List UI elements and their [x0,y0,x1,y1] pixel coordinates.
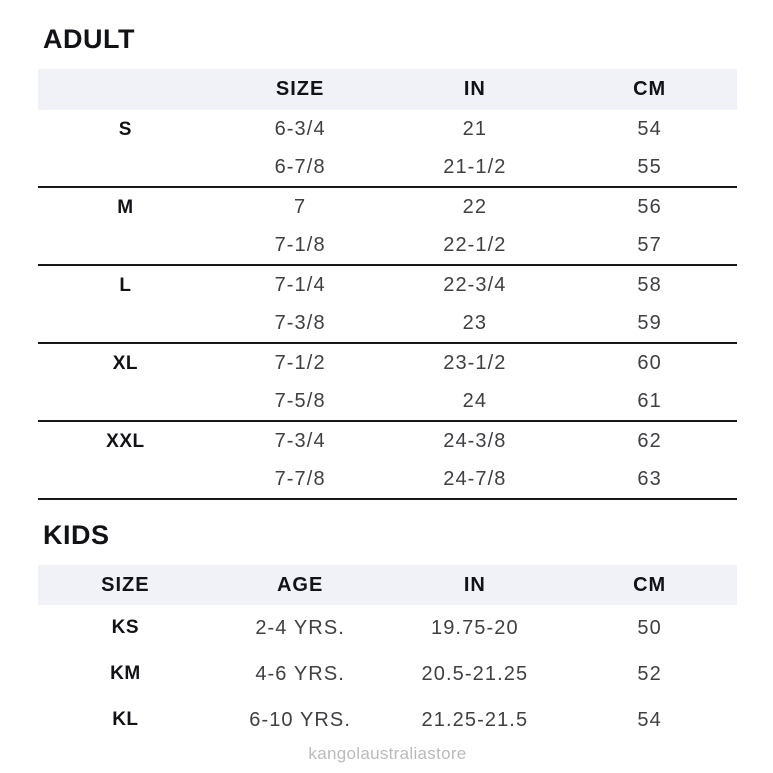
cell-cm: 54 [637,118,662,140]
table-row [38,383,737,422]
cell-size: 6-7/8 [274,156,326,178]
cell-cm: 60 [637,352,662,374]
cell-age: 4-6 YRS. [255,662,345,685]
table-row [38,344,737,383]
table-row [38,110,737,149]
cell-cm: 62 [637,430,662,452]
size-group-label: L [119,274,132,296]
kids-section-title: KIDS [43,520,110,550]
cell-cm: 59 [637,312,662,334]
cell-cm: 63 [637,468,662,490]
adult-size-table [38,69,737,500]
cell-size: 7-1/8 [274,234,326,256]
cell-age: 2-4 YRS. [255,616,345,639]
cell-in: 21.25-21.5 [421,708,529,731]
cell-size: 7-3/8 [274,312,326,334]
cell-cm: 61 [637,390,662,412]
cell-in: 21-1/2 [443,156,507,178]
adult-header-size: SIZE [275,78,325,100]
cell-cm: 56 [637,196,662,218]
cell-size: 6-3/4 [274,118,326,140]
cell-in: 20.5-21.25 [421,662,529,685]
table-row [38,266,737,305]
cell-size: 7-1/2 [274,352,326,374]
size-group-label: M [117,196,134,218]
cell-in: 21 [462,118,488,140]
cell-in: 23-1/2 [443,352,507,374]
table-row [38,605,737,651]
size-group-label: KM [110,663,141,684]
adult-section-title: ADULT [43,24,135,54]
cell-cm: 58 [637,274,662,296]
cell-in: 22 [462,196,488,218]
size-group-label: XL [112,352,139,374]
cell-cm: 57 [637,234,662,256]
cell-cm: 52 [637,662,662,685]
cell-age: 6-10 YRS. [249,708,352,731]
table-row [38,422,737,461]
cell-size: 7 [294,196,307,218]
cell-in: 23 [462,312,488,334]
kids-size-table [38,565,737,743]
kids-table-header [38,565,737,605]
cell-size: 7-5/8 [274,390,326,412]
table-row [38,697,737,743]
cell-size: 7-1/4 [274,274,326,296]
kids-header-cm: CM [633,573,667,596]
kids-header-in: IN [463,573,486,596]
cell-in: 22-1/2 [443,234,507,256]
size-group-label: XXL [106,430,145,452]
cell-in: 24-7/8 [443,468,507,490]
cell-in: 24-3/8 [443,430,507,452]
cell-cm: 55 [637,156,662,178]
size-group-label: KS [111,617,140,638]
table-row [38,227,737,266]
cell-cm: 50 [637,616,662,639]
size-group-label: KL [112,709,139,730]
kids-header-age: AGE [276,573,324,596]
store-watermark: kangolaustraliastore [308,744,467,763]
cell-cm: 54 [637,708,662,731]
table-row [38,651,737,697]
table-row [38,149,737,188]
table-row [38,305,737,344]
adult-header-cm: CM [633,78,667,100]
cell-size: 7-3/4 [274,430,326,452]
kids-header-size: SIZE [101,573,150,596]
adult-header-in: IN [463,78,486,100]
size-group-label: S [118,118,132,140]
cell-in: 22-3/4 [443,274,507,296]
table-row [38,188,737,227]
cell-size: 7-7/8 [274,468,326,490]
cell-in: 24 [462,390,488,412]
cell-in: 19.75-20 [430,616,519,639]
adult-table-header [38,69,737,110]
table-row [38,461,737,500]
